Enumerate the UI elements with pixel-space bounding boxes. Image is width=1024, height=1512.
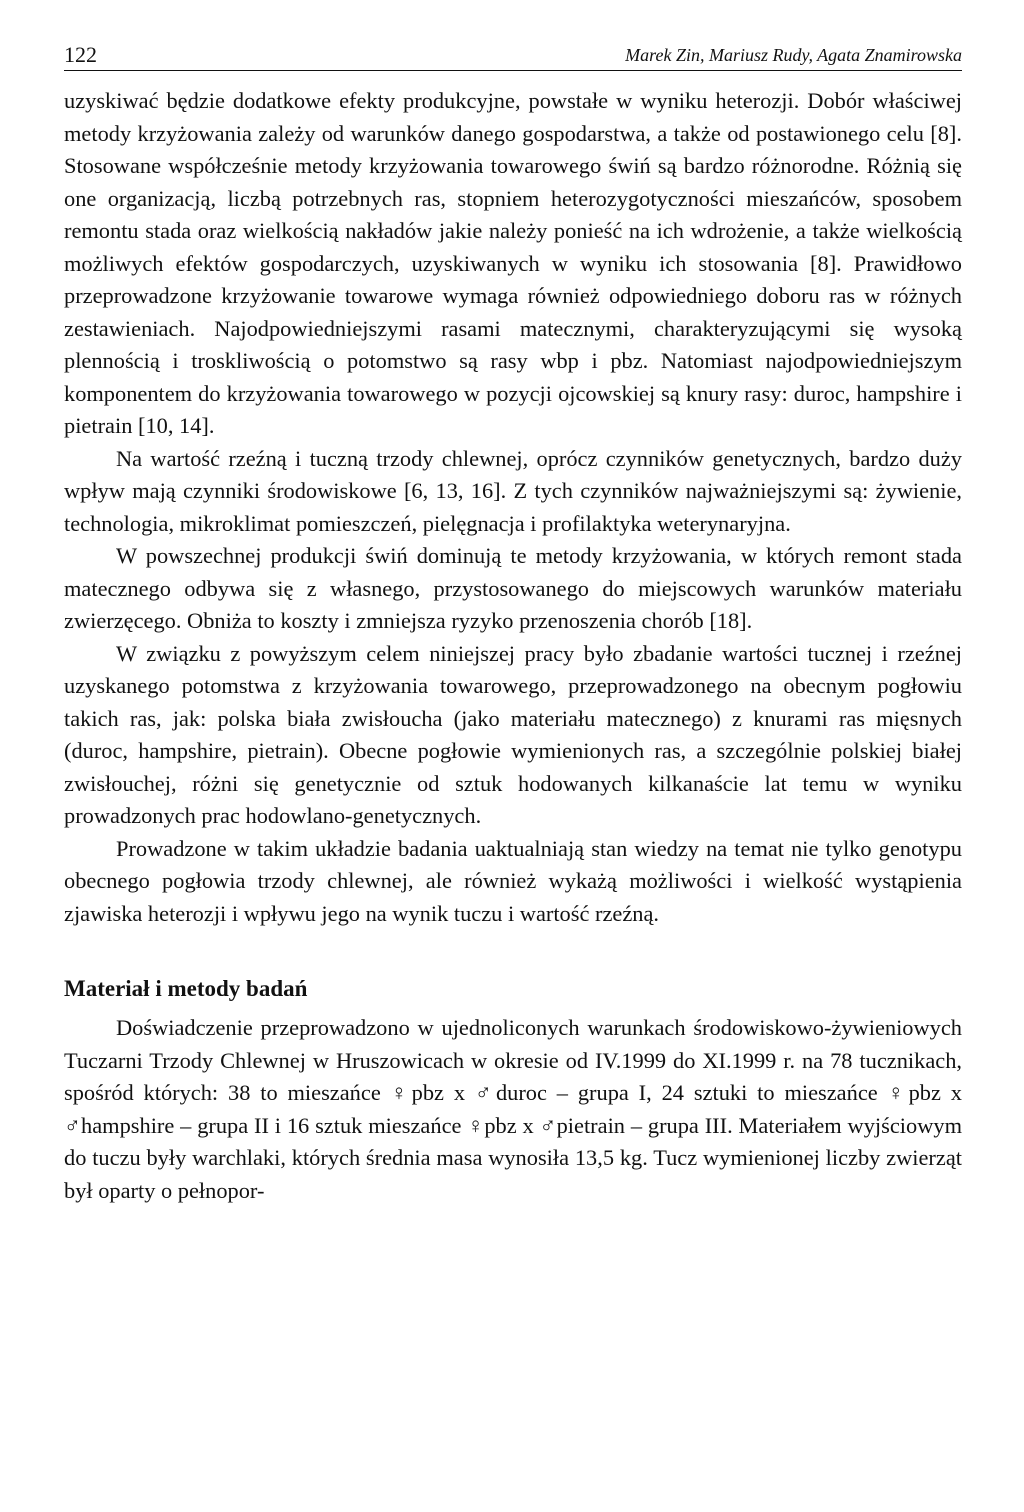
running-header — [64, 36, 962, 71]
paragraph-3: W powszechnej produkcji świń dominują te metody krzyżowania, w których remont stada matecznego odbywa się z własnego, przystosowanego do miejscowych warunków materiału zwierzęcego. Obniża to koszty i zmniejsza ryzyko przenoszenia chorób [18]. — [64, 543, 962, 633]
section-paragraph: Doświadczenie przeprowadzono w ujednoliconych warunkach środowiskowo-żywieniowych Tuczarni Trzody Chlewnej w Hruszowicach w okresie od IV.1999 do XI.1999 r. na 78 tucznikach, spośród których: 38 to mieszańce ♀pbz x ♂duroc – grupa I, 24 sztuki to mieszańce ♀pbz x ♂hampshire – grupa II i 16 sztuk mieszańce ♀pbz x ♂pietrain – grupa III. Materiałem wyjściowym do tuczu były warchlaki, których średnia masa wynosiła 13,5 kg. Tucz wymienionej liczby zwierząt był oparty o pełnopor- — [64, 1015, 962, 1203]
paragraph-2: Na wartość rzeźną i tuczną trzody chlewnej, oprócz czynników genetycznych, bardzo duży wpływ mają czynniki środowiskowe [6, 13, 16]. Z tych czynników najważniejszymi są: żywienie, technologia, mikroklimat pomieszczeń, pielęgnacja i profilaktyka weterynaryjna. — [64, 445, 962, 536]
article-body — [64, 85, 962, 1207]
section-heading: Materiał i metody badań — [64, 976, 308, 1001]
document-page — [64, 36, 962, 1207]
running-header-authors: Marek Zin, Mariusz Rudy, Agata Znamirowska — [625, 45, 962, 65]
page-number: 122 — [64, 42, 97, 67]
paragraph-5: Prowadzone w takim układzie badania uaktualniają stan wiedzy na temat nie tylko genotypu obecnego pogłowia trzody chlewnej, ale również wykażą możliwości i wielkość wystąpienia zjawiska heterozji i wpływu jego na wynik tuczu i wartość rzeźną. — [64, 835, 962, 926]
paragraph-4: W związku z powyższym celem niniejszej pracy było zbadanie wartości tucznej i rzeźnej uzyskanego potomstwa z krzyżowania towarowego, przeprowadzonego na obecnym pogłowiu takich ras, jak: polska biała zwisłoucha (jako materiału matecznego) z knurami ras mięsnych (duroc, hampshire, pietrain). Obecne pogłowie wymienionych ras, a szczególnie polskiej białej zwisłouchej, różni się genetycznie od sztuk hodowanych kilkanaście lat temu w wyniku prowadzonych prac hodowlano-genetycznych. — [64, 640, 962, 828]
paragraph-1: uzyskiwać będzie dodatkowe efekty produkcyjne, powstałe w wyniku heterozji. Dobór właściwej metody krzyżowania zależy od warunków danego gospodarstwa, a także od postawionego celu [8]. Stosowane współcześnie metody krzyżowania towarowego świń są bardzo różnorodne. Różnią się one organizacją, liczbą potrzebnych ras, stopniem heterozygotyczności mieszańców, sposobem remontu stada oraz wielkością nakładów jakie należy ponieść na ich wdrożenie, a także wielkością możliwych efektów gospodarczych, uzyskiwanych w wyniku ich stosowania [8]. Prawidłowo przeprowadzone krzyżowanie towarowe wymaga również odpowiedniego doboru ras w różnych zestawieniach. Najodpowiedniejszymi rasami matecznymi, charakteryzującymi się wysoką plennością i troskliwością o potomstwo są rasy wbp i pbz. Natomiast najodpowiedniejszym komponentem do krzyżowania towarowego w pozycji ojcowskiej są knury rasy: duroc, hampshire i pietrain [10, 14]. — [64, 88, 962, 438]
